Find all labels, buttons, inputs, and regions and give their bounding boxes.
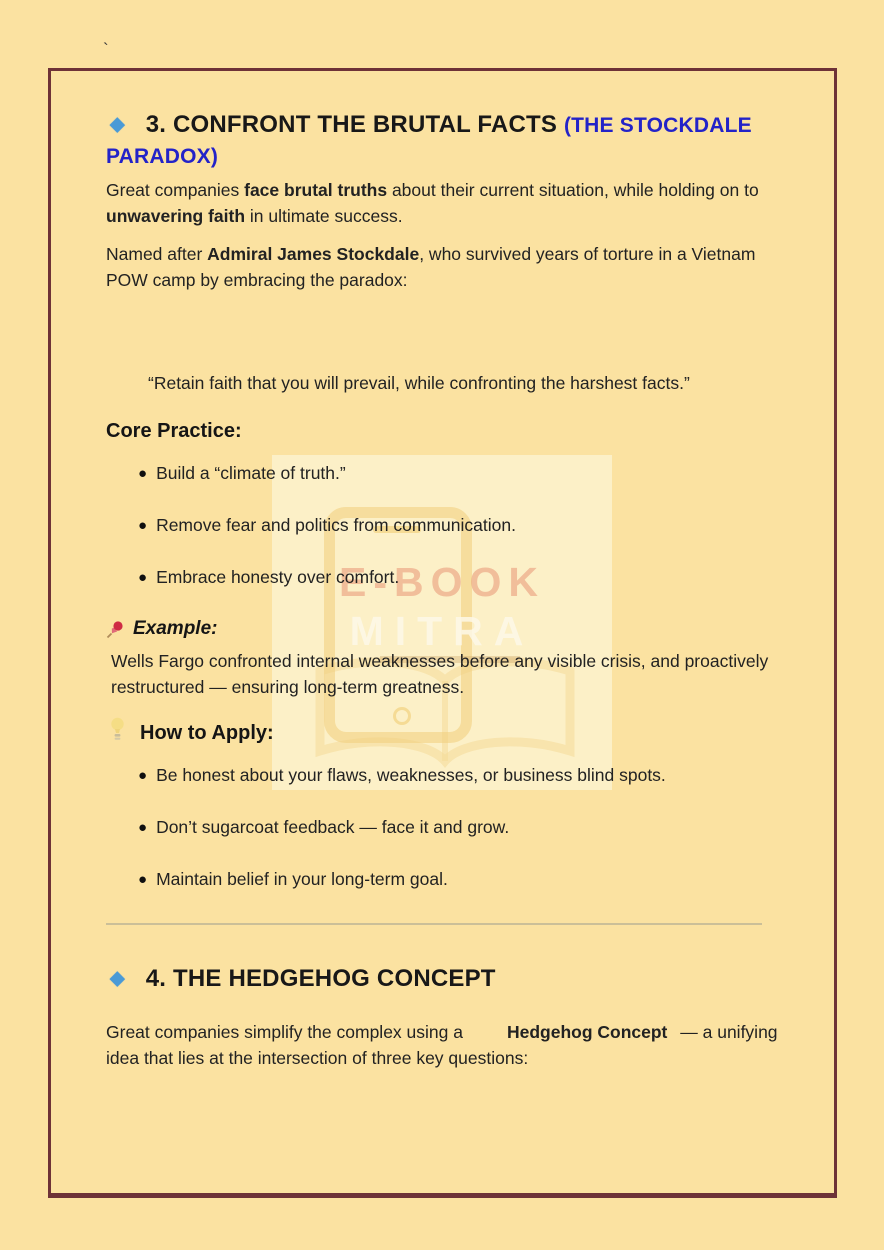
watermark-subtitle: MITRA [349,608,535,654]
bullet-dot-icon: ● [138,767,148,785]
text-run: Great companies simplify the complex using a [106,1021,463,1042]
how-to-apply-heading [106,720,779,746]
section3-title: 3. CONFRONT THE BRUTAL FACTS [145,111,558,138]
paragraph-stockdale [106,241,779,293]
core-practice-label: Core Practice: [106,420,242,443]
pushpin-icon [106,620,125,639]
bullet-dot-icon: ● [138,871,148,889]
lightbulb-icon [110,716,125,742]
stray-backtick: ` [103,40,109,59]
text-run: — a unifying idea that lies at the intersection of three key questions: [106,1021,778,1068]
list-item-text: Embrace honesty over comfort. [156,567,400,588]
stockdale-quote: “Retain faith that you will prevail, while confronting the harshest facts.” [148,373,690,394]
list-item [138,460,779,487]
how-to-apply-list [106,762,779,893]
paragraph-brutal-truths [106,177,779,229]
page-content [51,71,834,1071]
diamond-bullet-icon: ◆ [110,968,125,990]
content-frame [48,68,837,1198]
paragraph-hedgehog [106,1019,779,1071]
diamond-bullet-icon: ◆ [110,114,125,135]
text-run: about their current situation, while holding on to [387,180,759,201]
text-run: in ultimate success. [245,206,403,227]
how-to-apply-label: How to Apply: [140,722,274,745]
list-item [138,866,779,893]
bullet-dot-icon: ● [138,517,148,535]
bullet-dot-icon: ● [138,465,148,483]
section4-heading [106,963,779,994]
text-run: , who survived years of torture in a Vietnam POW camp by embracing the paradox: [106,244,756,291]
list-item-text: Don’t sugarcoat feedback — face it and grow. [156,817,510,838]
section3-subtitle: (THE STOCKDALE PARADOX) [106,114,752,169]
list-item-text: Remove fear and politics from communication. [156,515,516,536]
example-label-text: Example: [133,618,218,640]
text-run: Great companies [106,180,245,201]
list-item [138,512,779,539]
list-item-text: Maintain belief in your long-term goal. [156,869,448,890]
text-run: Named after [106,244,208,265]
example-paragraph: Wells Fargo confronted internal weaknesses before any visible crisis, and proactively restructured — ensuring long-term greatness. [111,651,769,698]
list-item [138,762,779,789]
list-item-text: Build a “climate of truth.” [156,463,346,484]
core-practice-list [106,460,779,591]
section-divider [106,923,762,925]
bullet-dot-icon: ● [138,819,148,837]
list-item [138,564,779,591]
list-item-text: Be honest about your flaws, weaknesses, or business blind spots. [156,765,666,786]
bullet-dot-icon: ● [138,569,148,587]
section3-heading [106,109,779,171]
example-heading [106,616,779,642]
section4-title: 4. THE HEDGEHOG CONCEPT [145,965,496,993]
text-run-bold: face brutal truths [244,180,388,201]
list-item [138,814,779,841]
text-run-bold: unwavering faith [106,206,246,227]
watermark-title: E-BOOK [339,559,545,605]
text-run-bold: Hedgehog Concept [506,1021,668,1042]
text-run-bold: Admiral James Stockdale [207,244,420,265]
